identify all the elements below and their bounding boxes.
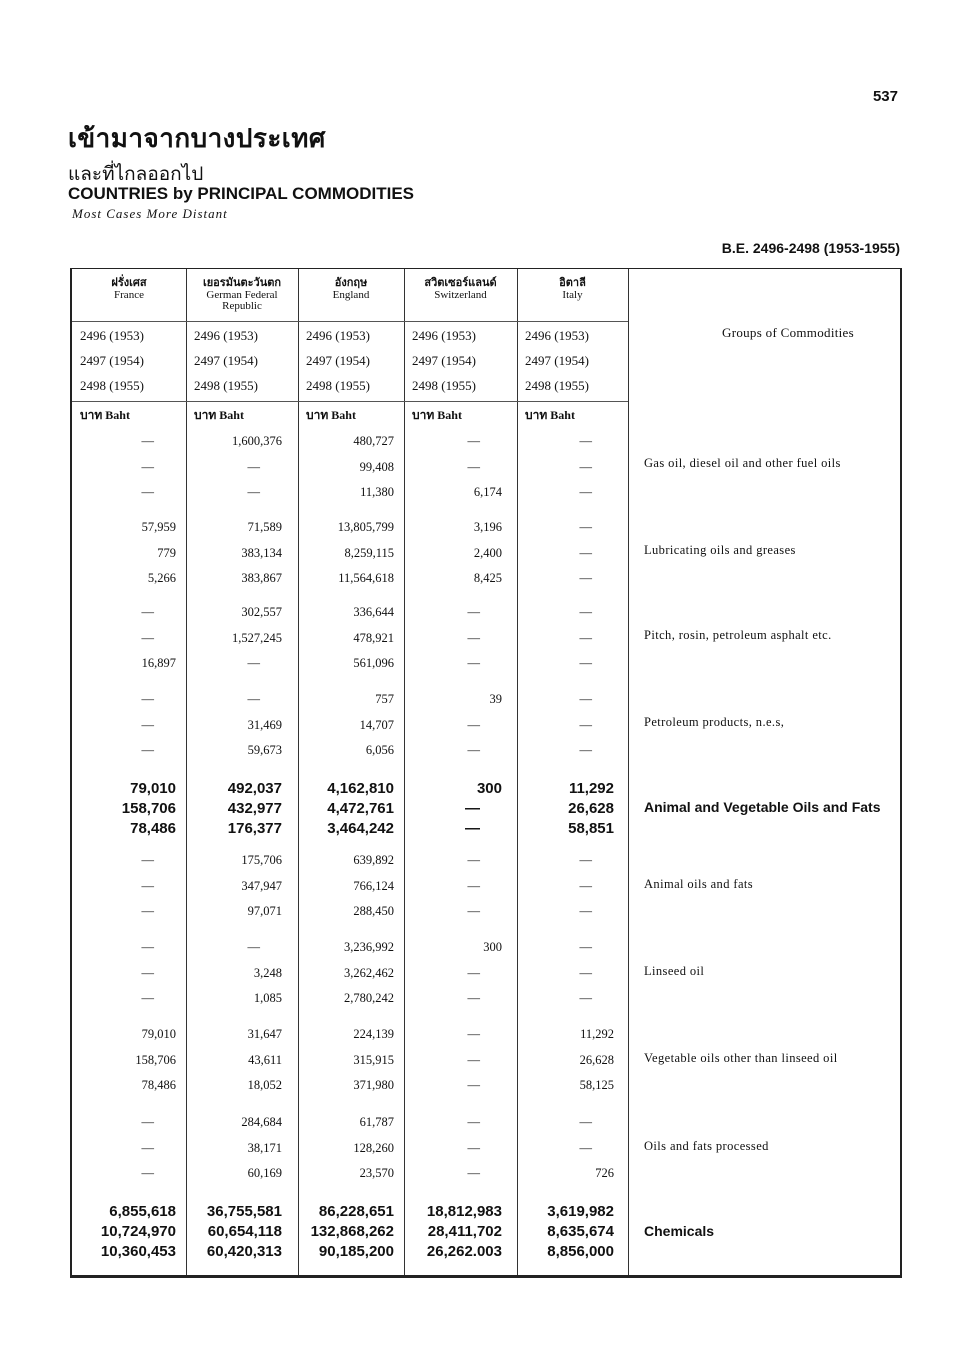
column-divider [628, 269, 629, 1275]
table-cell: — [467, 1115, 480, 1129]
table-cell: — [141, 904, 154, 918]
group-label: Chemicals [644, 1223, 715, 1239]
groups-header: Groups of Commodities [722, 325, 854, 340]
table-cell: 60,420,313 [206, 1243, 282, 1260]
table-cell: — [467, 459, 480, 474]
table-cell: — [247, 940, 260, 954]
table-cell: 11,292 [568, 780, 614, 797]
table-cell: 86,228,651 [318, 1203, 394, 1220]
table-cell: — [247, 656, 260, 670]
table-cell: 4,162,810 [327, 780, 394, 797]
table-cell: — [579, 1140, 592, 1155]
table-cell: 3,236,992 [344, 940, 394, 954]
table-cell: 60,169 [247, 1166, 282, 1180]
table-cell: 71,589 [247, 520, 282, 534]
table-cell: 766,124 [353, 878, 394, 893]
table-cell: 79,010 [141, 1027, 176, 1041]
table-cell: 1,600,376 [232, 434, 282, 448]
year-label: 2498 (1955) [412, 378, 476, 393]
table-cell: — [579, 853, 592, 867]
table-cell: 6,056 [365, 743, 394, 757]
table-cell: — [247, 485, 260, 499]
table-cell: — [141, 878, 154, 893]
currency-label: บาท Baht [194, 408, 244, 422]
table-cell: — [467, 717, 480, 732]
table-cell: — [467, 1027, 480, 1041]
table-cell: 10,724,970 [100, 1223, 176, 1240]
column-header-english: Switzerland [434, 289, 487, 301]
column-divider [186, 269, 187, 1275]
group-label: Vegetable oils other than linseed oil [644, 1051, 838, 1065]
table-cell: — [579, 571, 592, 585]
table-cell: 8,425 [473, 571, 502, 585]
column-divider [404, 269, 405, 1275]
table-cell: 78,486 [141, 1078, 176, 1092]
group-label: Linseed oil [644, 964, 705, 978]
table-cell: 347,947 [241, 878, 282, 893]
table-cell: 60,654,118 [207, 1223, 282, 1240]
table-cell: 16,897 [141, 656, 176, 670]
table-cell: — [465, 800, 480, 817]
table-cell: 288,450 [353, 904, 394, 918]
column-header-thai: อิตาลี [559, 276, 586, 289]
table-cell: — [141, 692, 154, 706]
currency-label: บาท Baht [306, 408, 356, 422]
year-label: 2496 (1953) [194, 328, 258, 343]
subtitle-english: Most Cases More Distant [72, 206, 228, 221]
currency-label: บาท Baht [80, 408, 130, 422]
table-cell: — [579, 878, 592, 893]
column-header-english: France [114, 289, 144, 301]
year-label: 2497 (1954) [306, 353, 370, 368]
table-cell: 158,706 [135, 1052, 176, 1067]
table-cell: — [141, 459, 154, 474]
column-header-english: German Federal Republic [206, 289, 278, 312]
table-cell: 26,628 [579, 1052, 614, 1067]
table-cell: — [579, 1115, 592, 1129]
year-label: 2498 (1955) [525, 378, 589, 393]
table-cell: 14,707 [359, 717, 394, 732]
column-header-thai: อังกฤษ [334, 276, 368, 289]
table-cell: — [141, 630, 154, 645]
table-cell: 3,248 [253, 965, 282, 980]
table-cell: 59,673 [247, 743, 282, 757]
table-cell: 8,259,115 [344, 545, 394, 560]
table-cell: — [467, 1140, 480, 1155]
table-cell: 3,196 [473, 520, 502, 534]
table-cell: 58,125 [579, 1078, 614, 1092]
period-label: B.E. 2496-2498 (1953-1955) [721, 240, 900, 256]
year-label: 2497 (1954) [80, 353, 144, 368]
table-cell: 383,867 [241, 571, 282, 585]
table-cell: — [579, 991, 592, 1005]
table-cell: 8,635,674 [547, 1223, 614, 1240]
column-header [519, 277, 626, 301]
subtitle-thai: และที่ไกลออกไป [68, 163, 204, 185]
table-cell: 2,400 [473, 545, 502, 560]
table-cell: 43,611 [248, 1052, 282, 1067]
table-cell: 99,408 [359, 459, 394, 474]
table-cell: 492,037 [227, 780, 282, 797]
year-label: 2497 (1954) [412, 353, 476, 368]
table-cell: 31,647 [247, 1027, 282, 1041]
table-cell: 5,266 [147, 571, 176, 585]
table-cell: 300 [483, 940, 502, 954]
table-cell: 3,619,982 [547, 1203, 614, 1220]
table-cell: — [579, 520, 592, 534]
table-cell: — [141, 853, 154, 867]
table-cell: 38,171 [247, 1140, 282, 1155]
table-cell: 371,980 [353, 1078, 394, 1092]
table-cell: 6,174 [473, 485, 502, 499]
currency-label: บาท Baht [412, 408, 462, 422]
header-divider [72, 401, 628, 402]
table-cell: 128,260 [353, 1140, 394, 1155]
column-header [74, 277, 184, 301]
table-cell: 383,134 [241, 545, 282, 560]
table-cell: — [467, 965, 480, 980]
table-cell: — [467, 656, 480, 670]
table-cell: 561,096 [353, 656, 394, 670]
table-cell: 26,628 [568, 800, 614, 817]
table-cell: 28,411,702 [427, 1223, 502, 1240]
year-label: 2496 (1953) [306, 328, 370, 343]
column-header [406, 277, 515, 301]
table-cell: 284,684 [241, 1115, 282, 1129]
table-cell: 726 [595, 1166, 614, 1180]
column-header-thai: สวิตเซอร์แลนด์ [424, 276, 497, 289]
table-cell: 315,915 [353, 1052, 394, 1067]
group-label: Gas oil, diesel oil and other fuel oils [644, 456, 841, 470]
year-label: 2496 (1953) [412, 328, 476, 343]
table-cell: — [467, 991, 480, 1005]
table-cell: — [141, 965, 154, 980]
table-cell: — [467, 1052, 480, 1067]
table-cell: 78,486 [130, 820, 176, 837]
table-cell: — [141, 991, 154, 1005]
table-cell: 10,360,453 [100, 1243, 176, 1260]
table-cell: 6,855,618 [109, 1203, 176, 1220]
table-cell: — [141, 434, 154, 448]
table-cell: — [141, 1140, 154, 1155]
table-cell: — [579, 965, 592, 980]
table-cell: — [579, 545, 592, 560]
table-cell: 779 [157, 545, 176, 560]
table-cell: 11,292 [580, 1027, 614, 1041]
table-cell: 61,787 [359, 1115, 394, 1129]
table-cell: — [247, 692, 260, 706]
table-cell: 11,564,618 [338, 571, 394, 585]
table-cell: 31,469 [247, 717, 282, 732]
table-cell: — [141, 743, 154, 757]
table-cell: 1,527,245 [232, 630, 282, 645]
table-cell: 79,010 [130, 780, 176, 797]
title-thai: เข้ามาจากบางประเทศ [68, 124, 326, 154]
table-cell: 2,780,242 [344, 991, 394, 1005]
table-cell: — [141, 485, 154, 499]
group-label: Pitch, rosin, petroleum asphalt etc. [644, 628, 832, 642]
year-label: 2496 (1953) [525, 328, 589, 343]
currency-label: บาท Baht [525, 408, 575, 422]
table-cell: 1,085 [253, 991, 282, 1005]
table-cell: — [579, 630, 592, 645]
table-cell: 26,262.003 [426, 1243, 502, 1260]
title-english: COUNTRIES by PRINCIPAL COMMODITIES [68, 184, 415, 203]
table-cell: 432,977 [227, 800, 282, 817]
table-cell: — [579, 717, 592, 732]
table-cell: — [141, 1115, 154, 1129]
column-header [300, 277, 402, 301]
table-cell: — [579, 692, 592, 706]
table-cell: 300 [476, 780, 502, 797]
table-cell: 13,805,799 [337, 520, 394, 534]
table-cell: 57,959 [141, 520, 176, 534]
table-cell: — [467, 1078, 480, 1092]
table-cell: — [467, 605, 480, 619]
commodities-table [70, 268, 902, 1278]
table-cell: — [579, 434, 592, 448]
table-cell: — [141, 717, 154, 732]
table-cell: 480,727 [353, 434, 394, 448]
table-cell: — [467, 434, 480, 448]
header-divider [72, 321, 628, 322]
column-header-thai: เยอรมันตะวันตก [202, 276, 282, 289]
table-cell: — [579, 459, 592, 474]
table-cell: 3,464,242 [327, 820, 394, 837]
table-cell: 97,071 [247, 904, 282, 918]
year-label: 2497 (1954) [194, 353, 258, 368]
table-cell: 4,472,761 [327, 800, 394, 817]
group-label: Oils and fats processed [644, 1139, 769, 1153]
year-label: 2497 (1954) [525, 353, 589, 368]
table-cell: — [467, 1166, 480, 1180]
table-cell: 23,570 [359, 1166, 394, 1180]
table-cell: 18,052 [247, 1078, 282, 1092]
table-cell: — [467, 904, 480, 918]
table-cell: — [467, 853, 480, 867]
table-cell: 3,262,462 [344, 965, 394, 980]
table-cell: — [141, 940, 154, 954]
year-label: 2498 (1955) [194, 378, 258, 393]
group-label: Petroleum products, n.e.s, [644, 715, 785, 729]
table-cell: — [579, 485, 592, 499]
table-cell: 11,380 [360, 485, 394, 499]
column-header-english: England [332, 289, 370, 301]
table-cell: 639,892 [353, 853, 394, 867]
table-cell: 18,812,983 [426, 1203, 502, 1220]
table-cell: 8,856,000 [547, 1243, 614, 1260]
table-cell: — [579, 656, 592, 670]
table-cell: 36,755,581 [206, 1203, 282, 1220]
table-cell: — [579, 743, 592, 757]
table-cell: 176,377 [227, 820, 282, 837]
group-label: Animal oils and fats [644, 877, 754, 891]
table-cell: — [579, 605, 592, 619]
table-cell: 336,644 [353, 605, 394, 619]
table-cell: 478,921 [353, 630, 394, 645]
table-cell: 302,557 [241, 605, 282, 619]
column-divider [298, 269, 299, 1275]
page-number: 537 [872, 88, 898, 105]
column-header-thai: ฝรั่งเศส [111, 276, 147, 289]
table-cell: 132,868,262 [310, 1223, 394, 1240]
table-cell: 90,185,200 [318, 1243, 394, 1260]
group-label: Lubricating oils and greases [644, 543, 796, 557]
year-label: 2498 (1955) [306, 378, 370, 393]
table-cell: 39 [489, 692, 502, 706]
table-cell: — [247, 459, 260, 474]
table-cell: 158,706 [121, 800, 176, 817]
table-cell: — [579, 904, 592, 918]
year-label: 2496 (1953) [80, 328, 144, 343]
table-cell: — [467, 878, 480, 893]
table-cell: — [141, 1166, 154, 1180]
table-cell: — [141, 605, 154, 619]
column-header-english: Italy [562, 289, 583, 301]
table-cell: — [467, 630, 480, 645]
table-cell: 58,851 [568, 820, 614, 837]
table-cell: 175,706 [241, 853, 282, 867]
table-cell: 224,139 [353, 1027, 394, 1041]
table-cell: — [465, 820, 480, 837]
year-label: 2498 (1955) [80, 378, 144, 393]
group-label: Animal and Vegetable Oils and Fats [644, 799, 881, 815]
column-divider [517, 269, 518, 1275]
table-cell: — [579, 940, 592, 954]
table-cell: 757 [375, 692, 394, 706]
table-cell: — [467, 743, 480, 757]
column-header [188, 277, 296, 312]
